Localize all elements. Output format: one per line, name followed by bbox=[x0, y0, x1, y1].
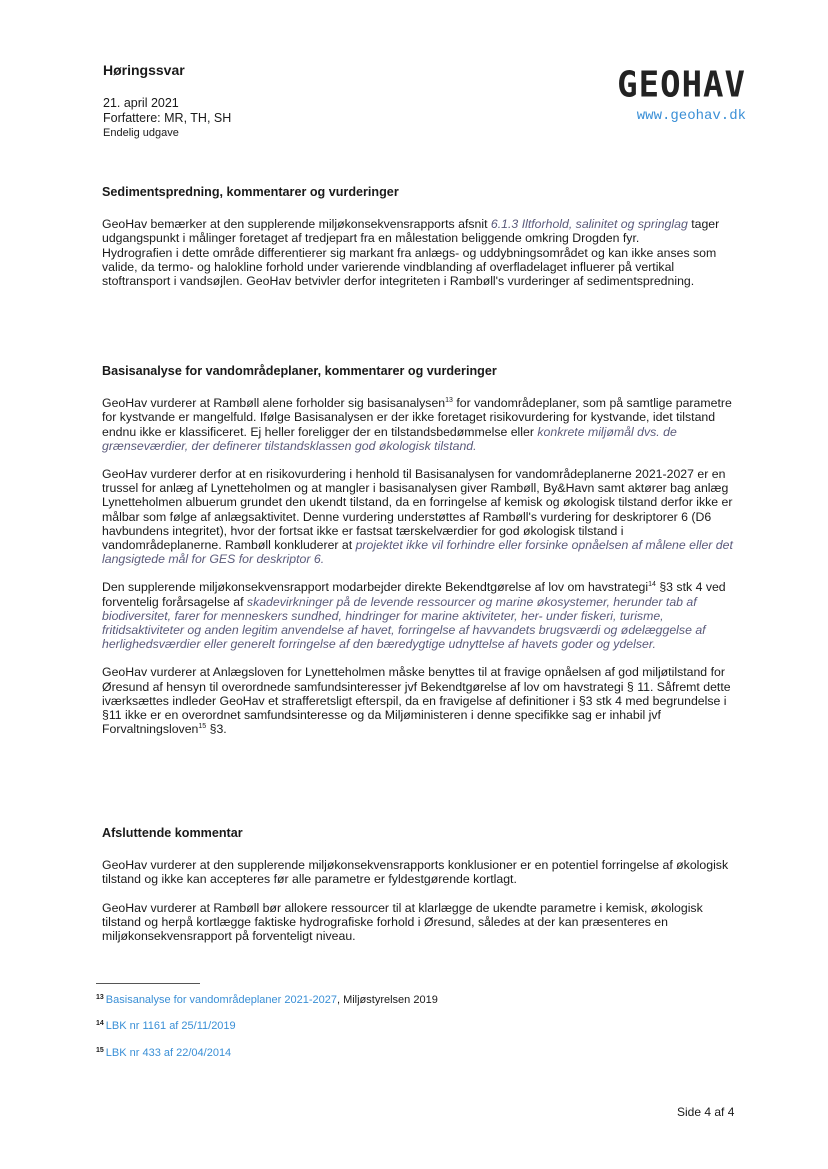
footnote-link[interactable]: LBK nr 433 af 22/04/2014 bbox=[105, 1047, 232, 1059]
document-authors: Forfattere: MR, TH, SH bbox=[103, 111, 232, 125]
footnote-ref[interactable]: 14 bbox=[648, 581, 656, 589]
text: for vandområdeplaner, som på samtlige parametre for kystvande er mangelfuld. Ifølge Basisanalysen er der ikke foretaget risikovurdering for kystvande, idet tilstand endnu ikke er klassificeret. Ej heller foreligger der en tilstandsbedømmelse eller bbox=[102, 396, 732, 439]
section-heading: Basisanalyse for vandområdeplaner, kommentarer og vurderinger bbox=[102, 364, 497, 378]
geohav-logo bbox=[580, 66, 746, 124]
section-reference: 6.1.3 Iltforhold, salinitet og springlag bbox=[490, 217, 688, 232]
footnote-number: 13 bbox=[96, 994, 104, 1001]
footnote-ref[interactable]: 15 bbox=[198, 723, 207, 731]
paragraph bbox=[102, 396, 742, 453]
text: GeoHav vurderer at Anlægsloven for Lynetteholmen måske benyttes til at fravige opnåelsen af god miljøtilstand for Øresund af hensyn til overordnede samfundsinteresser jvf Bekendtgørelse af lov om havstrategi § 11. Såfremt dette iværksættes indleder GeoHav et strafferetsligt efterspil, da en fravigelse af definitioner i §3 stk 4 med begrundelse i §11 ikke er en overordnet samfundsinteresse og da Miljøministeren i denne specifikke sag er inhabil jvf Forvaltningsloven bbox=[102, 665, 731, 737]
text: §3 stk 4 ved forventelig forårsagelse af bbox=[102, 580, 726, 609]
text: GeoHav vurderer derfor at en risikovurdering i henhold til Basisanalysen for vandområdeplanerne 2021-2027 er en trussel for anlæg af Lynetteholmen og at mangler i basisanalysen giver Rambøll, By&Havn samt aktører bag anlæg Lynetteholmen albuerum grundet den ukendt tilstand, da en forringelse af kemisk og økologisk tilstand derfor ikke er målbar som følge af anlægsaktivitet. Denne vurdering understøttes af Rambøll's vurdering for deskriptorer 6 (D6 havbundens integritet), hvor der fortsat ikke er fastsat tærskelværdier for god økologisk tilstand i vandområdeplanerne. Rambøll konkluderer at bbox=[102, 467, 733, 553]
text: GeoHav bemærker at den supplerende miljøkonsekvensrapports afsnit bbox=[102, 217, 491, 232]
document-version: Endelig udgave bbox=[103, 127, 179, 139]
footnote-link[interactable]: Basisanalyse for vandområdeplaner 2021-2027 bbox=[105, 994, 337, 1006]
quote: projektet ikke vil forhindre eller forsinke opnåelsen af målene eller det langsigtede mål for GES for deskriptor 6. bbox=[102, 538, 733, 567]
text: §3. bbox=[206, 722, 227, 737]
footnote-ref[interactable]: 13 bbox=[445, 397, 453, 405]
section-sedimentspredning bbox=[102, 185, 742, 288]
document-title: Høringssvar bbox=[103, 62, 185, 78]
paragraph: Hydrografien i dette område differentierer sig markant fra anlægs- og uddybningsområdet og kan ikke anses som valide, da termo- og halokline forhold under varierende vindblanding af overfladelaget influerer på vertikal stoftransport i vandsøjlen. GeoHav betvivler derfor integriteten i Rambøll's vurderinger af sedimentspredning. bbox=[102, 245, 717, 289]
footnote-link[interactable]: LBK nr 1161 af 25/11/2019 bbox=[105, 1020, 236, 1032]
document-meta bbox=[103, 96, 231, 141]
paragraph bbox=[102, 580, 742, 651]
section-basisanalyse bbox=[102, 364, 742, 736]
paragraph: GeoHav vurderer at den supplerende miljøkonsekvensrapports konklusioner er en potentiel forringelse af økologisk tilstand og ikke kan accepteres før alle parametre er fyldestgørende kortlagt. bbox=[102, 858, 729, 887]
page-number: Side 4 af 4 bbox=[677, 1105, 735, 1119]
footnote-text: , Miljøstyrelsen 2019 bbox=[336, 994, 438, 1006]
paragraph bbox=[102, 467, 742, 566]
logo-wordmark: GEOHAV bbox=[617, 64, 746, 106]
paragraph bbox=[102, 665, 742, 736]
footnote-number: 15 bbox=[96, 1047, 104, 1054]
paragraph: GeoHav vurderer at Rambøll bør allokere ressourcer til at klarlægge de ukendte parametre i kemisk, økologisk tilstand og herpå kortlægge faktiske hydrografiske forhold i Øresund, således at der kan præsenteres en miljøkonsekvensrapport på forventeligt niveau. bbox=[102, 900, 703, 944]
footnote-divider bbox=[96, 983, 200, 984]
text: GeoHav vurderer at Rambøll alene forholder sig basisanalysen bbox=[102, 396, 446, 411]
section-afsluttende bbox=[102, 826, 742, 943]
paragraph bbox=[102, 217, 742, 245]
document-date: 21. april 2021 bbox=[103, 96, 179, 110]
footnote-number: 14 bbox=[96, 1020, 104, 1027]
section-heading: Sedimentspredning, kommentarer og vurderinger bbox=[102, 185, 399, 199]
footnote bbox=[96, 1020, 236, 1032]
quote: skadevirkninger på de levende ressourcer og marine økosystemer, herunder tab af biodiversitet, farer for menneskers sundhed, hindringer for marine aktiviteter, her- under fiskeri, turisme, fritidsaktiviteter og anden legitim anvendelse af havet, forringelse af havvandets brugsværdi og ødelæggelse af herlighedsværdier eller generelt forringelse af den bæredygtige udnyttelse af havets goder og ydelser. bbox=[102, 594, 706, 652]
quote: konkrete miljømål dvs. de grænseværdier, der definerer tilstandsklassen god økologisk tilstand. bbox=[102, 424, 677, 453]
text: Den supplerende miljøkonsekvensrapport modarbejder direkte Bekendtgørelse af lov om havstrategi bbox=[102, 580, 649, 595]
footnote bbox=[96, 994, 438, 1006]
section-heading: Afsluttende kommentar bbox=[102, 826, 243, 840]
logo-url-link[interactable]: www.geohav.dk bbox=[636, 108, 746, 124]
text: tager udgangspunkt i målinger foretaget af tredjepart fra en målestation beliggende omkring Drogden fyr. bbox=[102, 217, 720, 246]
footnote bbox=[96, 1047, 231, 1059]
